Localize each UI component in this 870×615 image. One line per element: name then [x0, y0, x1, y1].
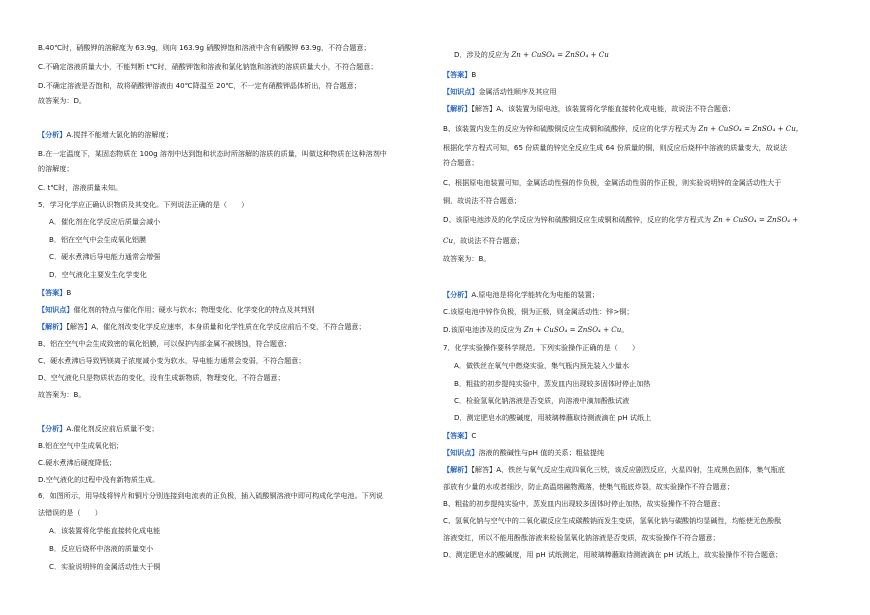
line-text: D.不确定溶液是否饱和，故将硝酸钾溶液由 40℃降温至 20℃，不一定有硝酸钾晶体析出，符合题意； [38, 81, 361, 90]
line-text: C、硬水煮沸后导致钙镁离子浓度减小变为软水，导电能力通常会变弱，不符合题意； [38, 356, 306, 365]
text-line [38, 424, 438, 433]
line-text: A.搅拌不能增大氯化钠的溶解度； [66, 130, 173, 139]
section-tag: 【答案】 [443, 70, 472, 79]
line-text: D．涉及的反应为 [454, 50, 512, 59]
line-text: 溶液的酸碱性与pH 值的关系；粗盐提纯 [478, 448, 605, 457]
text-line [38, 544, 449, 553]
text-line [443, 361, 854, 370]
section-tag: 【分析】 [38, 130, 67, 139]
text-line [38, 562, 449, 571]
line-text: 的溶解度； [38, 164, 74, 173]
section-tag: 【答案】 [443, 431, 472, 440]
text-line [38, 235, 449, 244]
line-text: 故答案为：B。 [443, 254, 491, 263]
line-text: B [66, 288, 72, 297]
text-line [38, 288, 438, 297]
text-line [38, 491, 438, 500]
text-line [38, 458, 438, 467]
text-line [443, 215, 843, 224]
line-text: 符合题意； [443, 158, 479, 167]
chemical-equation: Zn + CuSO₄ = ZnSO₄ + Cu [511, 50, 609, 59]
text-line [443, 533, 843, 542]
text-line [443, 448, 843, 457]
text-line [443, 196, 843, 205]
text-line [443, 307, 843, 316]
text-line [443, 143, 843, 152]
text-line [38, 322, 438, 331]
chemical-equation: Zn + CuSO₄ = ZnSO₄ + Cu， [698, 124, 803, 133]
chemical-equation: Cu [443, 236, 453, 245]
line-text: 故答案为：D。 [38, 96, 87, 105]
line-text: B．铝在空气中会生成氧化铝膜 [49, 235, 147, 244]
line-text: A．催化剂在化学反应后质量会减小 [49, 217, 161, 226]
line-text: C.不确定溶液质量大小，不能判断 t℃时，硝酸钾饱和溶液和氯化钠饱和溶液的溶质质量大小，不符合题意； [38, 62, 378, 71]
line-text: B.40℃时，硝酸钾的溶解度为 63.9g，则向 163.9g 硝酸钾饱和溶液中含有硝酸钾 63.9g，不符合题意； [38, 43, 371, 52]
line-text: D.该原电池涉及的反应为 [443, 325, 524, 334]
section-tag: 【解析】 [443, 104, 472, 113]
text-line [38, 356, 438, 365]
text-line [443, 516, 843, 525]
text-line [38, 390, 438, 399]
text-line [38, 164, 438, 173]
text-line [443, 550, 843, 559]
line-text: D.空气液化的过程中没有新物质生成。 [38, 475, 160, 484]
text-line [443, 178, 843, 187]
text-line [443, 124, 843, 133]
line-text: C、根据原电池装置可知，金属活动性强的作负极，金属活动性弱的作正极，则实验说明锌的金属活动性大于 [443, 178, 782, 187]
line-text: B [471, 70, 477, 79]
section-tag: 【解析】 [443, 465, 472, 474]
line-text-tail: 。 [621, 325, 629, 334]
line-text: B.铝在空气中生成氧化铝； [38, 441, 124, 450]
text-line [38, 252, 449, 261]
text-line [443, 482, 843, 491]
text-line [443, 396, 854, 405]
text-line [443, 499, 843, 508]
text-line [38, 270, 449, 279]
text-line [443, 413, 854, 422]
section-tag: 【分析】 [443, 290, 472, 299]
text-line [38, 441, 438, 450]
line-text: C、氢氧化钠与空气中的二氧化碳反应生成碳酸钠而发生变质，氢氧化钠与碳酸钠均显碱性，均能使无色酚酞 [443, 516, 782, 525]
text-line [443, 158, 843, 167]
text-line [443, 104, 843, 113]
line-text: 【解答】A、催化剂改变化学反应速率，本身质量和化学性质在化学反应前后不变，不符合题意； [66, 322, 366, 331]
line-text: 【解答】A、该装置为原电池，该装置将化学能直接转化成电能，故说法不符合题意； [471, 104, 736, 113]
line-text: D．空气液化主要发生化学变化 [49, 270, 147, 279]
line-text: 部放有少量的水或者细沙，防止高温熔融物溅落，使集气瓶底炸裂，故实验操作不符合题意； [443, 482, 734, 491]
text-line [38, 130, 438, 139]
line-text: C．检验氢氧化钠溶液是否变质，向溶液中滴加酚酞试液 [454, 396, 630, 405]
line-text: 溶液变红，所以不能用酚酞溶液来检验氢氧化钠溶液是否变质，故实验操作不符合题意； [443, 533, 720, 542]
line-text: 法错误的是（ ） [38, 508, 102, 517]
line-text: D、该原电池涉及的化学反应为锌和硫酸铜反应生成铜和硫酸锌，反应的化学方程式为 [443, 215, 714, 224]
line-text: 5．学习化学应正确认识物质及其变化。下列说法正确的是（ ） [38, 200, 249, 209]
text-line [443, 50, 854, 59]
section-tag: 【知识点】 [443, 87, 479, 96]
line-text: B．反应后烧杯中溶液的质量变小 [49, 544, 154, 553]
line-text: D．测定肥皂水的酸碱度，用玻璃棒蘸取待测液滴在 pH 试纸上 [454, 413, 652, 422]
text-line [38, 339, 438, 348]
text-line [443, 236, 843, 245]
line-text: B、铝在空气中会生成致密的氧化铝膜，可以保护内部金属不被锈蚀，符合题意； [38, 339, 292, 348]
text-line [38, 43, 438, 52]
text-line [443, 254, 843, 263]
line-text: D、空气液化只是物质状态的变化，没有生成新物质，物理变化，不符合题意； [38, 373, 285, 382]
text-line [443, 87, 843, 96]
text-line [443, 70, 843, 79]
chemical-equation: Zn + CuSO₄ = ZnSO₄ + [713, 215, 799, 224]
line-text: C．硬水煮沸后导电能力通常会增强 [49, 252, 161, 261]
line-text: D、测定肥皂水的酸碱度，用 pH 试纸测定，用玻璃棒蘸取待测液滴在 pH 试纸上，故实验操作不符合题意； [443, 550, 783, 559]
text-line [443, 431, 843, 440]
text-line [38, 62, 438, 71]
line-text: C. t℃时，溶液质量未知。 [38, 183, 123, 192]
text-line [38, 149, 438, 158]
line-text-tail: ，故说法不符合题意； [453, 236, 524, 245]
section-tag: 【答案】 [38, 288, 67, 297]
line-text: A.原电池是将化学能转化为电能的装置； [471, 290, 599, 299]
line-text: 根据化学方程式可知，65 份质量的锌完全反应生成 64 份质量的铜，则反应后烧杯中溶液的质量变大，故说法 [443, 143, 788, 152]
text-line [443, 325, 843, 334]
line-text: B、粗盐的初步提纯实验中，蒸发皿内出现较多固体时停止加热，故实验操作不符合题意； [443, 499, 725, 508]
text-line [443, 290, 843, 299]
line-text: A.催化剂反应前后质量不变； [66, 424, 159, 433]
line-text: 催化剂的特点与催化作用；硬水与软水；物理变化、化学变化的特点及其判别 [73, 305, 315, 314]
line-text: B、该装置内发生的反应为锌和硫酸铜反应生成铜和硫酸锌，反应的化学方程式为 [443, 124, 699, 133]
text-line [38, 217, 449, 226]
line-text: 6．如图所示，用导线将锌片和铜片分别连接到电流表的正负极，插入硫酸铜溶液中即可构成化学电池。下列说 [38, 491, 384, 500]
line-text: C.硬水煮沸后硬度降低； [38, 458, 117, 467]
line-text: B.在一定温度下，某固态物质在 100g 溶剂中达到饱和状态时所溶解的溶质的质量，叫做这种物质在这种溶剂中 [38, 149, 387, 158]
text-line [38, 508, 438, 517]
text-line [443, 465, 843, 474]
line-text: C.该原电池中锌作负极，铜为正极，则金属活动性：锌>铜； [443, 307, 634, 316]
section-tag: 【解析】 [38, 322, 67, 331]
line-text: B．粗盐的初步提纯实验中，蒸发皿内出现较多固体时停止加热 [454, 379, 651, 388]
text-line [38, 96, 438, 105]
line-text: A．该装置将化学能直接转化成电能 [49, 526, 161, 535]
section-tag: 【知识点】 [38, 305, 74, 314]
text-line [38, 81, 438, 90]
line-text: C [471, 431, 477, 440]
chemical-equation: Zn + CuSO₄ = ZnSO₄ + Cu [523, 325, 622, 334]
text-line [443, 343, 843, 352]
line-text: C．实验说明锌的金属活动性大于铜 [49, 562, 161, 571]
section-tag: 【分析】 [38, 424, 67, 433]
section-tag: 【知识点】 [443, 448, 479, 457]
line-text: 【解答】A、铁丝与氧气反应生成四氧化三铁，该反应剧烈反应，火星四射，生成黑色固体，集气瓶底 [471, 465, 785, 474]
text-line [38, 373, 438, 382]
text-line [443, 379, 854, 388]
text-line [38, 200, 438, 209]
line-text: 故答案为：B。 [38, 390, 86, 399]
text-line [38, 305, 438, 314]
line-text: 铜，故说法不符合题意； [443, 196, 522, 205]
line-text: 金属活动性顺序及其应用 [478, 87, 557, 96]
text-line [38, 475, 438, 484]
line-text: A．做铁丝在氧气中燃烧实验，集气瓶内预先装入少量水 [454, 361, 630, 370]
text-line [38, 526, 449, 535]
line-text: 7．化学实验操作要科学规范。下列实验操作正确的是（ ） [443, 343, 640, 352]
text-line [38, 183, 438, 192]
